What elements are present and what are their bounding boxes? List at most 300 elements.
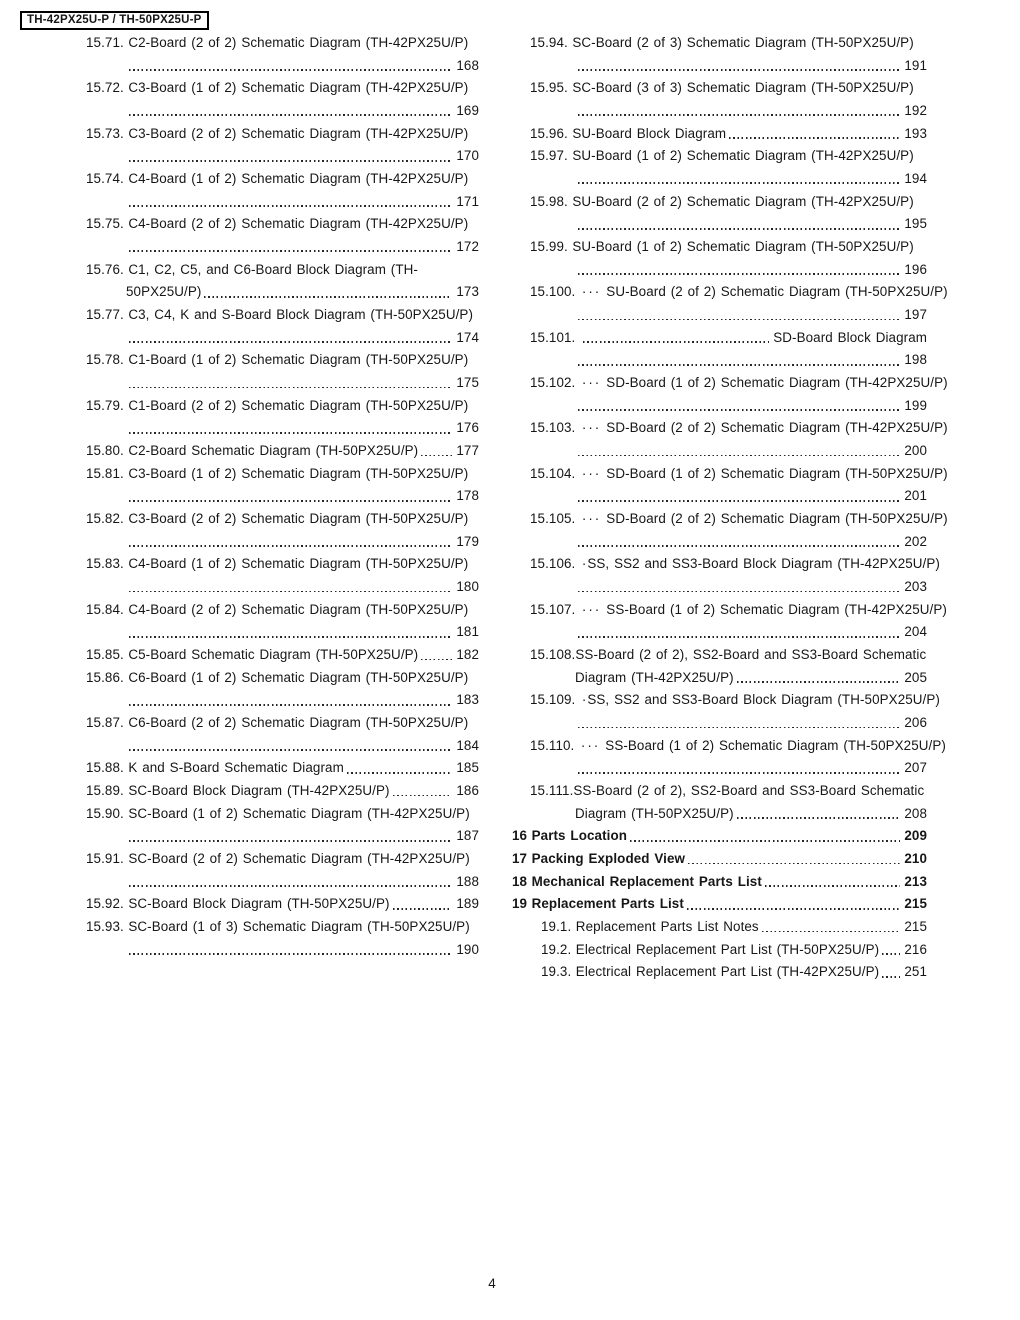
dot-leader	[583, 341, 769, 343]
toc-entry	[86, 779, 479, 802]
toc-line	[512, 326, 927, 349]
toc-line	[86, 167, 479, 190]
entry-page-number: 215	[904, 919, 927, 935]
entry-title: C6-Board (1 of 2) Schematic Diagram (TH-50PX25U/P)	[128, 669, 469, 685]
entry-page-number: 168	[456, 57, 479, 73]
toc-line	[86, 870, 479, 893]
toc-entry	[86, 893, 479, 916]
toc-line	[512, 54, 927, 77]
entry-title: SC-Board (2 of 2) Schematic Diagram (TH-42PX25U/P)	[128, 851, 470, 867]
entry-title-continued: Diagram (TH-42PX25U/P)	[575, 669, 734, 685]
entry-number: 19.2.	[541, 941, 572, 957]
entry-title: Electrical Replacement Part List (TH-50PX25U/P)	[575, 941, 880, 957]
entry-page-number: 186	[456, 783, 479, 798]
toc-entry	[512, 507, 948, 552]
entry-page-number: 177	[456, 442, 479, 458]
toc-line	[512, 961, 927, 984]
entry-page-number: 182	[456, 646, 479, 662]
dot-leader	[129, 69, 452, 71]
dot-leader	[129, 591, 452, 593]
toc-line	[86, 99, 479, 122]
entry-title: SC-Board (2 of 3) Schematic Diagram (TH-50PX25U/P)	[572, 34, 914, 50]
entry-number: 15.101.	[530, 329, 576, 345]
toc-line	[86, 212, 479, 235]
dot-leader	[129, 636, 452, 638]
entry-number: 15.103.	[530, 420, 576, 436]
toc-line	[512, 280, 948, 303]
toc-entry	[86, 439, 479, 462]
entry-page-number: 179	[456, 533, 479, 549]
entry-page-number: 187	[456, 828, 479, 844]
entry-title: K and S-Board Schematic Diagram	[128, 760, 344, 776]
entry-page-number: 209	[904, 828, 927, 844]
toc-line	[512, 439, 927, 462]
entry-title: SS, SS2 and SS3-Board Block Diagram (TH-42PX25U/P)	[587, 556, 940, 572]
entry-number: 15.86.	[86, 669, 124, 685]
entry-title: C3-Board (1 of 2) Schematic Diagram (TH-42PX25U/P)	[128, 80, 469, 96]
entry-page-number: 172	[456, 238, 479, 254]
toc-line	[86, 825, 479, 848]
toc-entry	[86, 122, 479, 167]
toc-line	[86, 54, 479, 77]
toc-line	[512, 779, 927, 802]
leader-dots-prefix: ···	[580, 737, 601, 753]
dot-leader	[421, 659, 452, 661]
entry-page-number: 199	[904, 397, 927, 413]
entry-number: 19.1.	[541, 919, 572, 935]
entry-number: 15.83.	[86, 556, 124, 572]
entry-title: C1, C2, C5, and C6-Board Block Diagram (TH-	[128, 261, 418, 277]
entry-title: C3-Board (1 of 2) Schematic Diagram (TH-50PX25U/P)	[128, 465, 469, 481]
toc-line	[86, 757, 479, 780]
toc-line	[512, 235, 927, 258]
model-header: TH-42PX25U-P / TH-50PX25U-P	[20, 11, 209, 30]
toc-line	[512, 847, 927, 870]
toc-line	[86, 144, 479, 167]
toc-line	[512, 643, 927, 666]
dot-leader	[578, 545, 900, 547]
toc-entry	[512, 190, 927, 235]
toc-line	[512, 462, 948, 485]
toc-entry	[86, 552, 479, 597]
toc-line	[86, 416, 479, 439]
entry-page-number: 193	[904, 125, 927, 141]
entry-title: SU-Board (2 of 2) Schematic Diagram (TH-42PX25U/P)	[572, 193, 914, 209]
dot-leader	[762, 931, 901, 933]
toc-line	[86, 643, 479, 666]
toc-line	[512, 552, 940, 575]
toc-line	[86, 31, 479, 54]
toc-line	[512, 802, 927, 825]
toc-entry	[512, 938, 927, 961]
toc-line	[512, 734, 946, 757]
entry-number: 17	[512, 851, 528, 867]
toc-line	[512, 938, 927, 961]
entry-page-number: 184	[456, 737, 479, 753]
leader-dots-prefix: ···	[581, 284, 602, 300]
entry-number: 15.104.	[530, 465, 576, 481]
entry-title: SS, SS2 and SS3-Board Block Diagram (TH-50PX25U/P)	[587, 692, 940, 708]
toc-entry	[512, 235, 927, 280]
toc-entry	[86, 666, 479, 711]
toc-line	[86, 280, 479, 303]
toc-entry	[512, 779, 927, 824]
entry-number: 15.73.	[86, 125, 124, 141]
dot-leader	[129, 387, 452, 389]
entry-title: C4-Board (2 of 2) Schematic Diagram (TH-50PX25U/P)	[128, 601, 469, 617]
toc-entry	[86, 31, 479, 76]
toc-line	[86, 847, 479, 870]
entry-title: SU-Board (2 of 2) Schematic Diagram (TH-50PX25U/P)	[606, 284, 948, 300]
dot-leader	[630, 840, 900, 842]
entry-page-number: 208	[904, 805, 927, 821]
toc-entry	[512, 76, 927, 121]
entry-title: SU-Board (1 of 2) Schematic Diagram (TH-42PX25U/P)	[572, 148, 914, 164]
entry-number: 18	[512, 873, 528, 889]
dot-leader	[578, 114, 900, 116]
entry-title: C5-Board Schematic Diagram (TH-50PX25U/P)	[128, 646, 419, 662]
entry-page-number: 201	[904, 488, 927, 504]
leader-dots-prefix: ·	[581, 692, 587, 708]
entry-number: 15.72.	[86, 80, 124, 96]
entry-title: SC-Board Block Diagram (TH-42PX25U/P)	[128, 783, 390, 798]
entry-number: 15.96.	[530, 125, 568, 141]
toc-line	[512, 144, 927, 167]
dot-leader	[129, 114, 452, 116]
toc-entry	[512, 280, 948, 325]
dot-leader	[729, 137, 900, 139]
entry-page-number: 169	[456, 102, 479, 118]
entry-page-number: 251	[904, 964, 927, 980]
dot-leader	[129, 749, 452, 751]
entry-title: SS-Board (2 of 2), SS2-Board and SS3-Board Schematic	[575, 646, 927, 662]
entry-title: Replacement Parts List Notes	[575, 919, 759, 935]
entry-title: C4-Board (1 of 2) Schematic Diagram (TH-42PX25U/P)	[128, 170, 469, 186]
entry-title: SD-Board (1 of 2) Schematic Diagram (TH-50PX25U/P)	[606, 465, 948, 481]
entry-page-number: 175	[456, 374, 479, 390]
dot-leader	[688, 863, 900, 865]
toc-line	[86, 394, 479, 417]
entry-page-number: 203	[904, 578, 927, 594]
entry-number: 19	[512, 896, 528, 912]
entry-title: SS-Board (2 of 2), SS2-Board and SS3-Board Schematic	[573, 783, 925, 798]
entry-number: 15.99.	[530, 238, 568, 254]
entry-number: 15.76.	[86, 261, 124, 277]
entry-title: Replacement Parts List	[531, 896, 684, 912]
entry-number: 16	[512, 828, 528, 844]
toc-entry	[512, 688, 940, 733]
dot-leader	[129, 885, 452, 887]
dot-leader	[578, 455, 900, 457]
toc-line	[86, 462, 479, 485]
entry-page-number: 190	[456, 941, 479, 957]
dot-leader	[737, 817, 901, 819]
toc-line	[86, 779, 479, 802]
dot-leader	[765, 885, 900, 887]
toc-line	[512, 212, 927, 235]
entry-title: SC-Board (3 of 3) Schematic Diagram (TH-50PX25U/P)	[572, 80, 914, 96]
toc-line	[512, 190, 927, 213]
leader-dots-prefix: ···	[581, 601, 602, 617]
toc-column-left	[86, 31, 479, 961]
entry-page-number: 205	[904, 669, 927, 685]
toc-line	[512, 530, 927, 553]
toc-line	[86, 598, 479, 621]
leader-dots-prefix: ···	[581, 374, 602, 390]
entry-title-continued: Diagram (TH-50PX25U/P)	[575, 805, 734, 821]
dot-leader	[421, 455, 452, 457]
toc-line	[512, 575, 927, 598]
entry-number: 15.100.	[530, 284, 576, 300]
entry-page-number: 185	[456, 760, 479, 776]
entry-title: SU-Board Block Diagram	[572, 125, 727, 141]
toc-line	[86, 575, 479, 598]
entry-page-number: 180	[456, 578, 479, 594]
entry-title: SD-Board Block Diagram	[773, 329, 927, 345]
dot-leader	[129, 500, 452, 502]
entry-title-continued: 50PX25U/P)	[126, 284, 202, 300]
toc-line	[86, 76, 479, 99]
toc-line	[86, 258, 479, 281]
toc-line	[512, 620, 927, 643]
toc-entry	[512, 144, 927, 189]
toc-entry	[512, 371, 948, 416]
entry-page-number: 174	[456, 329, 479, 345]
entry-title: Mechanical Replacement Parts List	[531, 873, 762, 889]
dot-leader	[393, 908, 453, 910]
entry-page-number: 210	[904, 851, 927, 867]
toc-line	[512, 688, 940, 711]
entry-number: 15.91.	[86, 851, 124, 867]
page-number-footer: 4	[488, 1276, 496, 1291]
toc-entry	[86, 348, 479, 393]
entry-number: 15.102.	[530, 374, 576, 390]
entry-page-number: 195	[904, 216, 927, 232]
entry-page-number: 213	[904, 873, 927, 889]
entry-title: Electrical Replacement Part List (TH-42PX25U/P)	[575, 964, 880, 980]
toc-entry	[86, 847, 479, 892]
entry-number: 15.106.	[530, 556, 576, 572]
dot-leader	[578, 727, 900, 729]
entry-title: SD-Board (2 of 2) Schematic Diagram (TH-50PX25U/P)	[606, 510, 948, 526]
entry-title: SC-Board (1 of 3) Schematic Diagram (TH-50PX25U/P)	[128, 919, 470, 935]
entry-number: 15.78.	[86, 352, 124, 368]
leader-dots-prefix: ···	[581, 510, 602, 526]
entry-number: 15.93.	[86, 919, 124, 935]
entry-number: 15.97.	[530, 148, 568, 164]
entry-page-number: 192	[904, 102, 927, 118]
toc-entry	[512, 416, 948, 461]
dot-leader	[393, 795, 453, 797]
entry-number: 15.74.	[86, 170, 124, 186]
dot-leader	[578, 228, 900, 230]
toc-line	[512, 484, 927, 507]
toc-entry	[512, 462, 948, 507]
toc-line	[86, 711, 479, 734]
toc-line	[512, 76, 927, 99]
toc-line	[86, 915, 479, 938]
entry-title: SU-Board (1 of 2) Schematic Diagram (TH-50PX25U/P)	[572, 238, 914, 254]
toc-line	[512, 122, 927, 145]
toc-line	[512, 258, 927, 281]
entry-title: C1-Board (2 of 2) Schematic Diagram (TH-50PX25U/P)	[128, 397, 469, 413]
entry-number: 15.79.	[86, 397, 124, 413]
toc-line	[512, 870, 927, 893]
entry-page-number: 204	[904, 624, 927, 640]
entry-number: 15.77.	[86, 306, 124, 322]
toc-entry	[86, 915, 479, 960]
toc-line	[86, 235, 479, 258]
entry-title: SC-Board Block Diagram (TH-50PX25U/P)	[128, 896, 390, 912]
toc-line	[86, 122, 479, 145]
dot-leader	[129, 953, 452, 955]
entry-number: 15.94.	[530, 34, 568, 50]
entry-page-number: 198	[904, 352, 927, 368]
entry-page-number: 206	[904, 714, 927, 730]
entry-number: 15.84.	[86, 601, 124, 617]
dot-leader	[578, 319, 900, 321]
entry-page-number: 200	[904, 442, 927, 458]
toc-line	[86, 530, 479, 553]
toc-line	[512, 598, 947, 621]
toc-entry	[86, 711, 479, 756]
dot-leader	[578, 409, 900, 411]
toc-line	[512, 711, 927, 734]
toc-line	[512, 99, 927, 122]
dot-leader	[687, 908, 900, 910]
dot-leader	[129, 250, 452, 252]
entry-page-number: 197	[904, 306, 927, 322]
dot-leader	[129, 840, 452, 842]
dot-leader	[129, 545, 452, 547]
toc-entry	[512, 31, 927, 76]
toc-entry	[512, 961, 927, 984]
entry-number: 15.90.	[86, 805, 124, 821]
entry-title: C3-Board (2 of 2) Schematic Diagram (TH-50PX25U/P)	[128, 510, 469, 526]
entry-number: 15.89.	[86, 783, 124, 798]
toc-entry	[512, 598, 947, 643]
dot-leader	[882, 953, 900, 955]
entry-title: SD-Board (1 of 2) Schematic Diagram (TH-42PX25U/P)	[606, 374, 948, 390]
entry-page-number: 189	[456, 896, 479, 912]
entry-page-number: 176	[456, 420, 479, 436]
toc-entry	[512, 847, 927, 870]
toc-entry	[86, 303, 479, 348]
dot-leader	[882, 976, 900, 978]
dot-leader	[129, 160, 452, 162]
toc-entry	[512, 326, 927, 371]
entry-number: 15.95.	[530, 80, 568, 96]
entry-title: SS-Board (1 of 2) Schematic Diagram (TH-42PX25U/P)	[606, 601, 947, 617]
toc-line	[512, 303, 927, 326]
toc-line	[86, 938, 479, 961]
toc-entry	[86, 258, 479, 303]
entry-title: C1-Board (1 of 2) Schematic Diagram (TH-50PX25U/P)	[128, 352, 469, 368]
toc-line	[86, 348, 479, 371]
entry-page-number: 181	[456, 624, 479, 640]
entry-number: 15.111.	[530, 783, 574, 798]
dot-leader	[578, 500, 900, 502]
entry-page-number: 183	[456, 692, 479, 708]
entry-title: Packing Exploded View	[531, 851, 686, 867]
entry-page-number: 191	[904, 57, 927, 73]
toc-line	[512, 507, 948, 530]
toc-line	[86, 552, 479, 575]
entry-number: 15.109.	[530, 692, 576, 708]
entry-page-number: 173	[456, 284, 479, 300]
entry-title: Parts Location	[531, 828, 628, 844]
toc-line	[86, 484, 479, 507]
entry-title: SS-Board (1 of 2) Schematic Diagram (TH-50PX25U/P)	[605, 737, 946, 753]
entry-title: C3, C4, K and S-Board Block Diagram (TH-50PX25U/P)	[128, 306, 474, 322]
toc-line	[512, 31, 927, 54]
toc-line	[512, 371, 948, 394]
dot-leader	[204, 296, 452, 298]
toc-entry	[86, 757, 479, 780]
dot-leader	[578, 182, 900, 184]
entry-page-number: 196	[904, 261, 927, 277]
entry-page-number: 178	[456, 488, 479, 504]
entry-page-number: 170	[456, 148, 479, 164]
toc-line	[86, 439, 479, 462]
dot-leader	[129, 205, 452, 207]
toc-entry	[86, 598, 479, 643]
entry-number: 15.98.	[530, 193, 568, 209]
toc-line	[86, 802, 479, 825]
entry-title: C4-Board (1 of 2) Schematic Diagram (TH-50PX25U/P)	[128, 556, 469, 572]
entry-number: 15.87.	[86, 714, 124, 730]
toc-line	[512, 757, 927, 780]
toc-entry	[512, 915, 927, 938]
entry-title: SC-Board (1 of 2) Schematic Diagram (TH-42PX25U/P)	[128, 805, 470, 821]
toc-entry	[512, 825, 927, 848]
toc-entry	[86, 802, 479, 847]
dot-leader	[129, 341, 452, 343]
toc-line	[86, 326, 479, 349]
entry-number: 15.92.	[86, 896, 124, 912]
entry-number: 15.108.	[530, 646, 576, 662]
toc-line	[86, 190, 479, 213]
toc-line	[86, 371, 479, 394]
dot-leader	[347, 772, 453, 774]
toc-entry	[512, 122, 927, 145]
toc-line	[512, 666, 927, 689]
entry-page-number: 171	[456, 193, 479, 209]
entry-title: SD-Board (2 of 2) Schematic Diagram (TH-42PX25U/P)	[606, 420, 948, 436]
dot-leader	[578, 636, 900, 638]
toc-line	[86, 507, 479, 530]
entry-number: 15.75.	[86, 216, 124, 232]
entry-page-number: 202	[904, 533, 927, 549]
dot-leader	[578, 772, 900, 774]
toc-entry	[86, 394, 479, 439]
toc-entry	[86, 462, 479, 507]
entry-number: 15.81.	[86, 465, 124, 481]
entry-number: 15.82.	[86, 510, 124, 526]
entry-title: C2-Board (2 of 2) Schematic Diagram (TH-42PX25U/P)	[128, 34, 469, 50]
toc-line	[86, 303, 479, 326]
leader-dots-prefix: ···	[581, 465, 602, 481]
entry-title: C4-Board (2 of 2) Schematic Diagram (TH-42PX25U/P)	[128, 216, 469, 232]
entry-title: C6-Board (2 of 2) Schematic Diagram (TH-50PX25U/P)	[128, 714, 469, 730]
toc-entry	[512, 734, 946, 779]
entry-number: 15.107.	[530, 601, 576, 617]
entry-page-number: 194	[904, 170, 927, 186]
dot-leader	[737, 681, 901, 683]
entry-number: 15.85.	[86, 646, 124, 662]
entry-title: C3-Board (2 of 2) Schematic Diagram (TH-42PX25U/P)	[128, 125, 469, 141]
toc-entry	[512, 893, 927, 916]
